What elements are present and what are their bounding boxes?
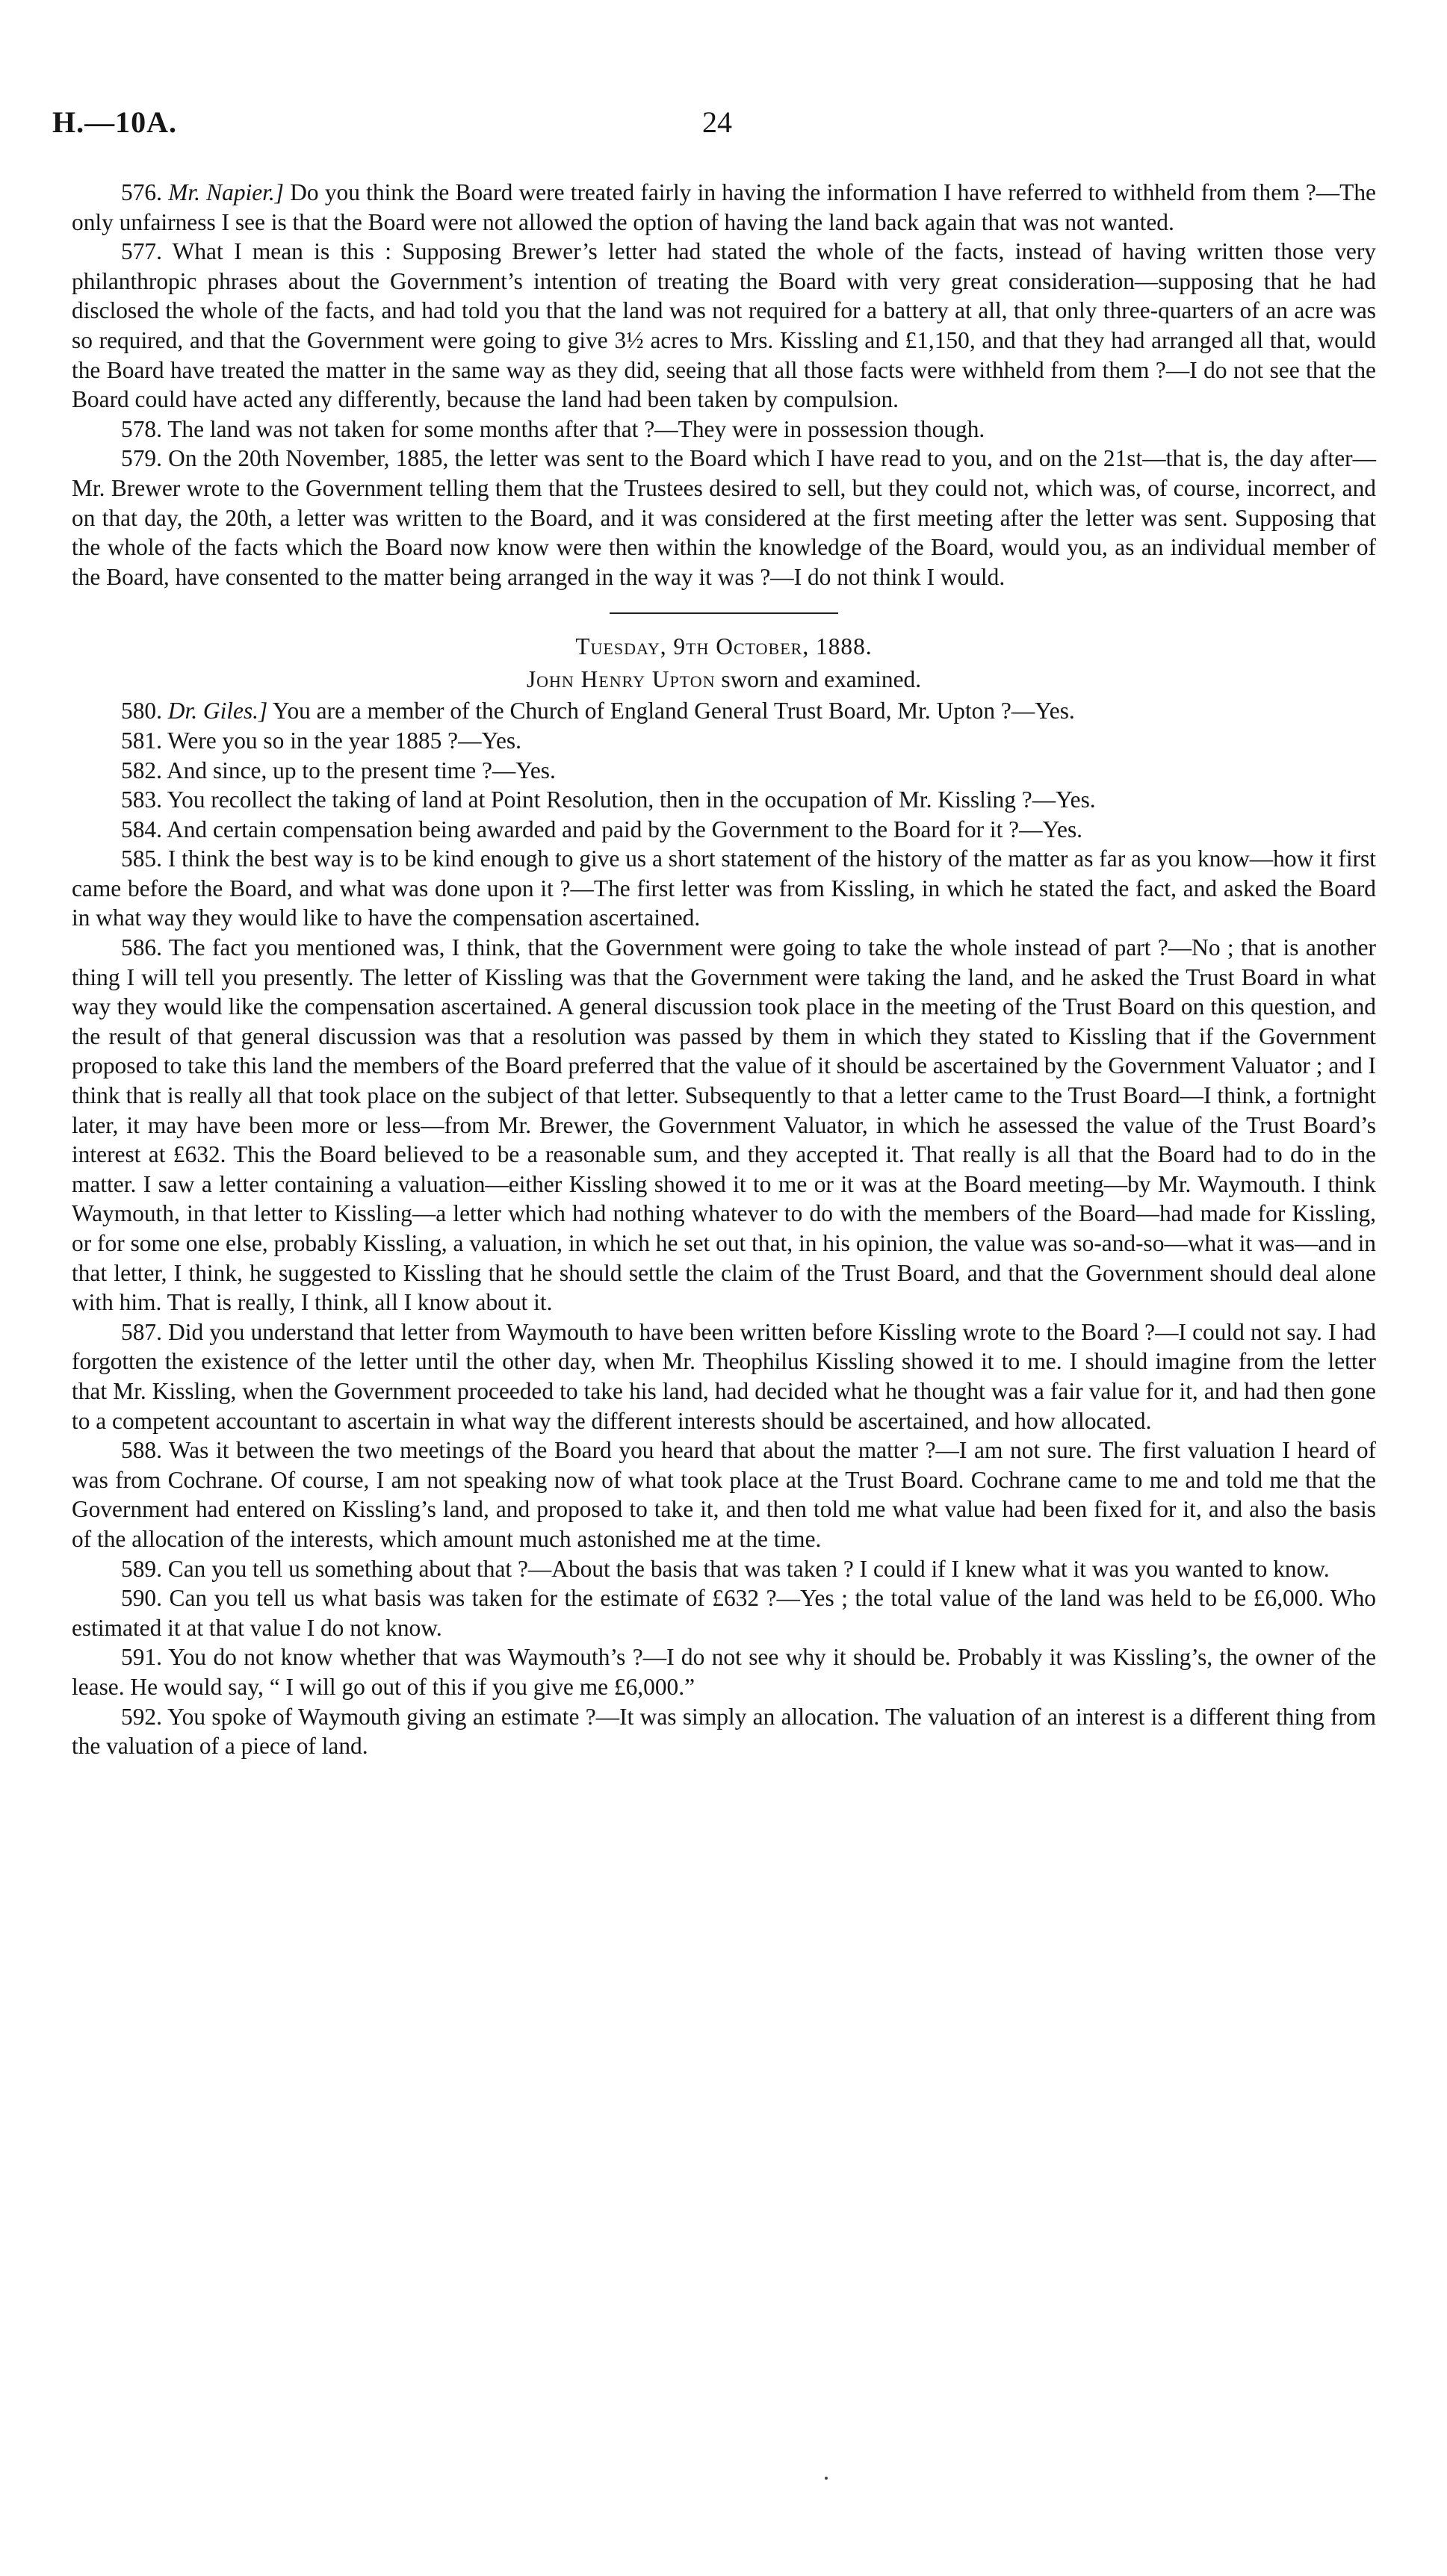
question-number: 580. — [121, 698, 162, 724]
question-number: 581. — [121, 727, 162, 754]
paragraph-584 — [72, 815, 1376, 845]
paragraph-text: The fact you mentioned was, I think, that the Government were going to take the whole instead of part ?—No ; that is another thing I will tell you presently. The letter of Kissling was that the Government were taking the land, and he asked the Trust Board in what way they would like the compensation ascertained. A general discussion took place in the meeting of the Trust Board on this question, and the result of that general discussion was that a resolution was passed by them in which they stated to Kissling that if the Government proposed to take this land the members of the Board preferred that the value of it should be ascertained by the Government Valuator ; and I think that is really all that took place on the subject of that letter. Subsequently to that a letter came to the Trust Board—I think, a fortnight later, it may have been more or less—from Mr. Brewer, the Government Valuator, in which he assessed the value of the Trust Board’s interest at £632. This the Board believed to be a reasonable sum, and they accepted it. That really is all that the Board had to do in the matter. I saw a letter containing a valuation—either Kissling showed it to me or it was at the Board meeting—by Mr. Waymouth. I think Waymouth, in that letter to Kissling—a letter which had nothing whatever to do with the members of the Board—had made for Kissling, or for some one else, probably Kissling, a valuation, in which he set out that, in his opinion, the value was so-and-so—what it was—and in that letter, I think, he suggested to Kissling that he should settle the claim of the Trust Board, and that the Government should deal alone with him. That is really, I think, all I know about it. — [72, 934, 1376, 1316]
question-number: 578. — [121, 415, 162, 442]
paragraph-587 — [72, 1318, 1376, 1436]
paragraph-590 — [72, 1583, 1376, 1642]
printer-mark — [825, 2477, 828, 2480]
paragraph-589 — [72, 1554, 1376, 1584]
paragraph-588 — [72, 1436, 1376, 1554]
question-number: 585. — [121, 845, 162, 872]
paragraph-582 — [72, 756, 1376, 786]
body-text — [72, 178, 1376, 1761]
question-number: 583. — [121, 786, 162, 813]
page-header — [52, 105, 1382, 149]
question-number: 588. — [121, 1437, 162, 1464]
paragraph-text: You are a member of the Church of England General Trust Board, Mr. Upton ?—Yes. — [267, 698, 1075, 724]
paragraph-592 — [72, 1702, 1376, 1761]
question-number: 584. — [121, 816, 162, 842]
question-number: 577. — [121, 238, 162, 265]
paragraph-text: Can you tell us what basis was taken for the estimate of £632 ?—Yes ; the total value of the land was held to be £6,000. Who estimated it at that value I do not know. — [72, 1585, 1376, 1641]
paragraph-580 — [72, 696, 1376, 726]
paragraph-text: And certain compensation being awarded and paid by the Government to the Board for it ?—Yes. — [161, 816, 1083, 842]
document-reference: H.—10A. — [52, 105, 177, 139]
paragraph-text: Do you think the Board were treated fairly in having the information I have referred to withheld from them ?—The only unfairness I see is that the Board were not allowed the option of having the land back again that was not wanted. — [72, 179, 1376, 235]
witness-heading — [72, 663, 1376, 696]
question-number: 589. — [121, 1555, 162, 1582]
paragraph-text: You do not know whether that was Waymouth’s ?—I do not see why it should be. Probably it was Kissling’s, the owner of the lease. He would say, “ I will go out of this if you give me £6,000.” — [72, 1644, 1376, 1700]
question-number: 587. — [121, 1318, 162, 1345]
paragraph-578 — [72, 415, 1376, 444]
paragraph-text: You recollect the taking of land at Point Resolution, then in the occupation of Mr. Kissling ?—Yes. — [161, 786, 1096, 813]
speaker-label: Dr. Giles.] — [167, 698, 268, 724]
paragraph-583 — [72, 785, 1376, 815]
paragraph-585 — [72, 844, 1376, 933]
paragraph-586 — [72, 933, 1376, 1318]
question-number: 579. — [121, 445, 162, 472]
paragraph-text: And since, up to the present time ?—Yes. — [161, 757, 556, 783]
witness-name: John Henry Upton — [526, 666, 716, 693]
paragraph-text: The land was not taken for some months after that ?—They were in possession though. — [161, 415, 985, 442]
paragraph-581 — [72, 726, 1376, 756]
question-number: 576. — [121, 179, 162, 205]
section-divider — [610, 612, 838, 614]
paragraph-text: I think the best way is to be kind enough to give us a short statement of the history of the matter as far as you know—how it first came before the Board, and what was done upon it ?—The first letter was from Kissling, in which he stated the fact, and asked the Board in what way they would like to have the compensation ascertained. — [72, 845, 1376, 931]
paragraph-576 — [72, 178, 1376, 237]
paragraph-579 — [72, 444, 1376, 592]
paragraph-text: Were you so in the year 1885 ?—Yes. — [161, 727, 521, 754]
question-number: 591. — [121, 1644, 162, 1671]
paragraph-text: You spoke of Waymouth giving an estimate ?—It was simply an allocation. The valuation of an interest is a different thing from the valuation of a piece of land. — [72, 1703, 1376, 1760]
paragraph-591 — [72, 1642, 1376, 1701]
page-number: 24 — [702, 105, 732, 139]
question-number: 590. — [121, 1585, 162, 1612]
question-number: 592. — [121, 1703, 162, 1730]
speaker-label: Mr. Napier.] — [168, 179, 284, 205]
paragraph-text: Was it between the two meetings of the Board you heard that about the matter ?—I am not sure. The first valuation I heard of was from Cochrane. Of course, I am not speaking now of what took place at the Trust Board. Cochrane came to me and told me that the Government had entered on Kissling’s land, and proposed to take it, and then told me what value had been fixed for it, and also the basis of the allocation of the interests, which amount much astonished me at the time. — [72, 1437, 1376, 1552]
paragraph-text: Can you tell us something about that ?—About the basis that was taken ? I could if I knew what it was you wanted to know. — [161, 1555, 1330, 1582]
paragraph-577 — [72, 237, 1376, 415]
question-number: 586. — [121, 934, 162, 961]
paragraph-text: On the 20th November, 1885, the letter was sent to the Board which I have read to you, and on the 21st—that is, the day after—Mr. Brewer wrote to the Government telling them that the Trustees desired to sell, but they could not, which was, of course, incorrect, and on that day, the 20th, a letter was written to the Board, and it was considered at the first meeting after the letter was sent. Supposing that the whole of the facts which the Board now know were then within the knowledge of the Board, would you, as an individual member of the Board, have consented to the matter being arranged in the way it was ?—I do not think I would. — [72, 445, 1376, 590]
paragraph-text: Did you understand that letter from Waymouth to have been written before Kissling wrote to the Board ?—I could not say. I had forgotten the existence of the letter until the other day, when Mr. Theophilus Kissling showed it to me. I should imagine from the letter that Mr. Kissling, when the Government proceeded to take his land, had decided what he thought was a fair value for it, and had then gone to a competent accountant to ascertain in what way the different interests should be ascertained, and how allocated. — [72, 1318, 1376, 1434]
question-number: 582. — [121, 757, 162, 783]
witness-suffix: sworn and examined. — [715, 666, 922, 693]
session-date: Tuesday, 9th October, 1888. — [575, 633, 873, 660]
paragraph-text: What I mean is this : Supposing Brewer’s letter had stated the whole of the facts, instead of having written those very philanthropic phrases about the Government’s intention of treating the Board with very great consideration—supposing that he had disclosed the whole of the facts, and had told you that the land was not required for a battery at all, that only three-quarters of an acre was so required, and that the Government were going to give 3½ acres to Mrs. Kissling and £1,150, and that they had arranged all that, would the Board have treated the matter in the same way as they did, seeing that all those facts were withheld from them ?—I do not see that the Board could have acted any differently, because the land had been taken by compulsion. — [72, 238, 1376, 413]
